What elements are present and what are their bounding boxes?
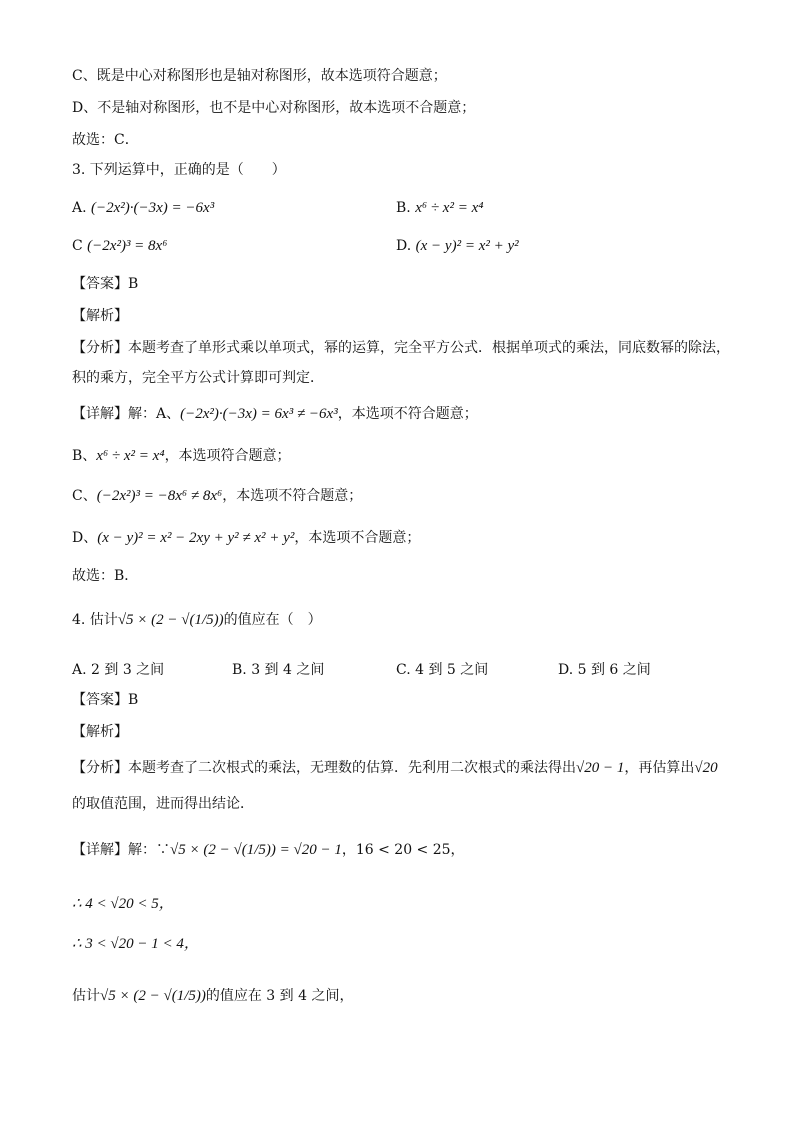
q4-step-2: ∴ 3 < √20 − 1 < 4，: [72, 936, 199, 952]
q3-detail-c: C、(−2x²)³ = −8x⁶ ≠ 8x⁶，本选项不符合题意；: [72, 488, 363, 504]
q3-option-a: A. (−2x²)·(−3x) = −6x³: [72, 200, 215, 216]
q4-option-c: C. 4 到 5 之间: [396, 662, 489, 678]
q3-option-c: C (−2x²)³ = 8x⁶: [72, 238, 168, 254]
q3-option-d: D. (x − y)² = x² + y²: [396, 238, 519, 254]
q3-option-b: B. x⁶ ÷ x² = x⁴: [396, 200, 484, 216]
question-4-title: 4. 估计√5 × (2 − √(1/5))的值应在（ ）: [72, 612, 322, 628]
q3-detail-d: D、(x − y)² = x² − 2xy + y² ≠ x² + y²，本选项不合题意；: [72, 530, 421, 546]
q4-option-d: D. 5 到 6 之间: [558, 662, 651, 678]
text-line: 故选：C．: [72, 132, 139, 148]
text-line: C、既是中心对称图形也是轴对称图形，故本选项符合题意；: [72, 68, 447, 84]
question-3-title: 3. 下列运算中，正确的是（ ）: [72, 162, 286, 178]
q4-detail: 【详解】解：∵√5 × (2 − √(1/5)) = √20 − 1，16 < 20 < 25，: [72, 842, 465, 858]
q4-option-b: B. 3 到 4 之间: [232, 662, 325, 678]
q3-analysis-heading: 【解析】: [72, 308, 128, 324]
q4-final: 估计√5 × (2 − √(1/5))的值应在 3 到 4 之间，: [72, 988, 354, 1004]
q4-answer: 【答案】B: [72, 692, 139, 708]
q3-detail-a: 【详解】解：A、(−2x²)·(−3x) = 6x³ ≠ −6x³，本选项不符合题意；: [72, 406, 478, 422]
q4-analysis-line-1: 【分析】本题考查了二次根式的乘法，无理数的估算．先利用二次根式的乘法得出√20 − 1，再估算出√20: [72, 760, 718, 776]
q3-answer: 【答案】B: [72, 276, 139, 292]
q3-detail-b: B、x⁶ ÷ x² = x⁴，本选项符合题意；: [72, 448, 291, 464]
q4-analysis-heading: 【解析】: [72, 724, 128, 740]
q3-conclusion: 故选：B．: [72, 568, 139, 584]
q4-analysis-line-2: 的取值范围，进而得出结论．: [72, 796, 254, 812]
text-line: D、不是轴对称图形，也不是中心对称图形，故本选项不合题意；: [72, 100, 476, 116]
q3-analysis-line-1: 【分析】本题考查了单形式乘以单项式，幂的运算，完全平方公式．根据单项式的乘法，同底数幂的除法，: [72, 340, 730, 356]
q4-step-1: ∴ 4 < √20 < 5，: [72, 896, 174, 912]
q4-option-a: A. 2 到 3 之间: [72, 662, 165, 678]
q3-analysis-line-2: 积的乘方，完全平方公式计算即可判定．: [72, 370, 324, 386]
